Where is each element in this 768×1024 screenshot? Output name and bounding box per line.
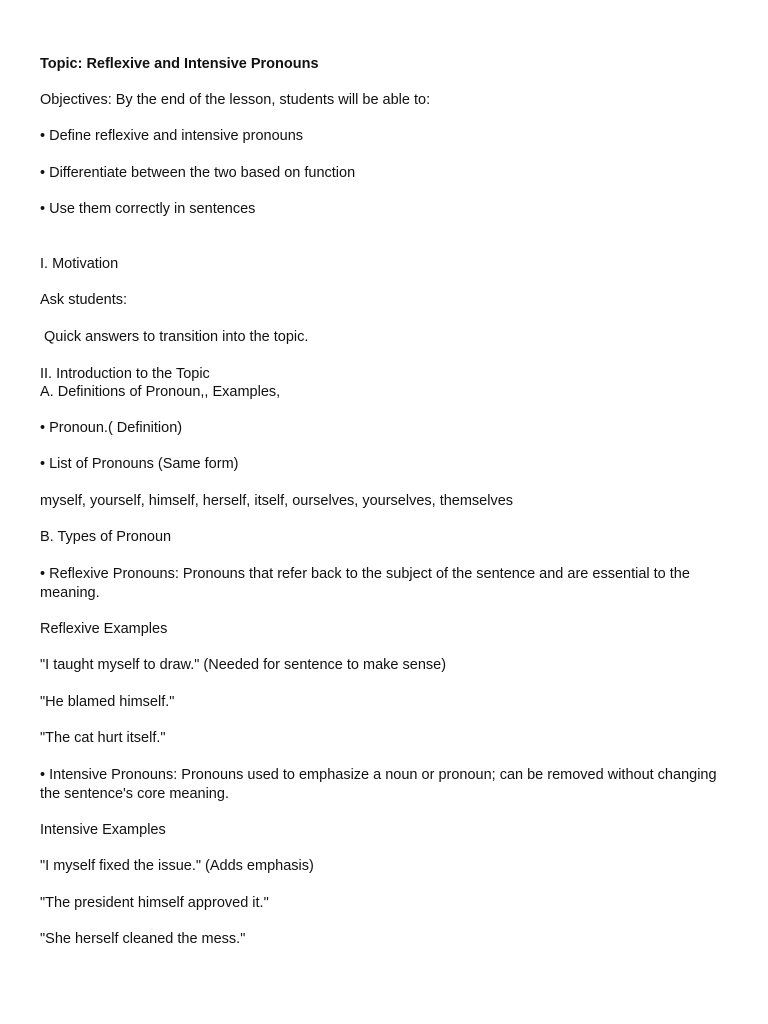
reflexive-example: "The cat hurt itself." [40, 730, 166, 746]
reflexive-definition: • Reflexive Pronouns: Pronouns that refer back to the subject of the sentence and are essential to the meaning. [40, 566, 694, 601]
objective-item: • Define reflexive and intensive pronouns [40, 128, 304, 144]
types-heading: B. Types of Pronoun [40, 529, 172, 545]
reflexive-example: "I taught myself to draw." (Needed for sentence to make sense) [40, 657, 447, 673]
definitions-heading: A. Definitions of Pronoun,, Examples, [40, 384, 281, 400]
intensive-example: "She herself cleaned the mess." [40, 931, 246, 947]
quick-answers-text: Quick answers to transition into the topic. [40, 329, 309, 345]
list-of-pronouns-item: • List of Pronouns (Same form) [40, 456, 239, 472]
intensive-example: "The president himself approved it." [40, 895, 269, 911]
reflexive-examples-heading: Reflexive Examples [40, 621, 168, 637]
objectives-intro: Objectives: By the end of the lesson, students will be able to: [40, 92, 431, 108]
motivation-heading: I. Motivation [40, 256, 119, 272]
objective-item: • Use them correctly in sentences [40, 201, 256, 217]
intensive-examples-heading: Intensive Examples [40, 822, 166, 838]
objective-item: • Differentiate between the two based on function [40, 165, 356, 181]
ask-students-text: Ask students: [40, 292, 128, 308]
intro-heading: II. Introduction to the Topic [40, 366, 210, 382]
intensive-definition: • Intensive Pronouns: Pronouns used to emphasize a noun or pronoun; can be removed without changing the sentence's core meaning. [40, 767, 721, 802]
pronoun-list: myself, yourself, himself, herself, itself, ourselves, yourselves, themselves [40, 493, 514, 509]
topic-heading: Topic: Reflexive and Intensive Pronouns [40, 56, 319, 72]
intensive-example: "I myself fixed the issue." (Adds emphasis) [40, 858, 314, 874]
pronoun-definition-item: • Pronoun.( Definition) [40, 420, 183, 436]
reflexive-example: "He blamed himself." [40, 694, 175, 710]
